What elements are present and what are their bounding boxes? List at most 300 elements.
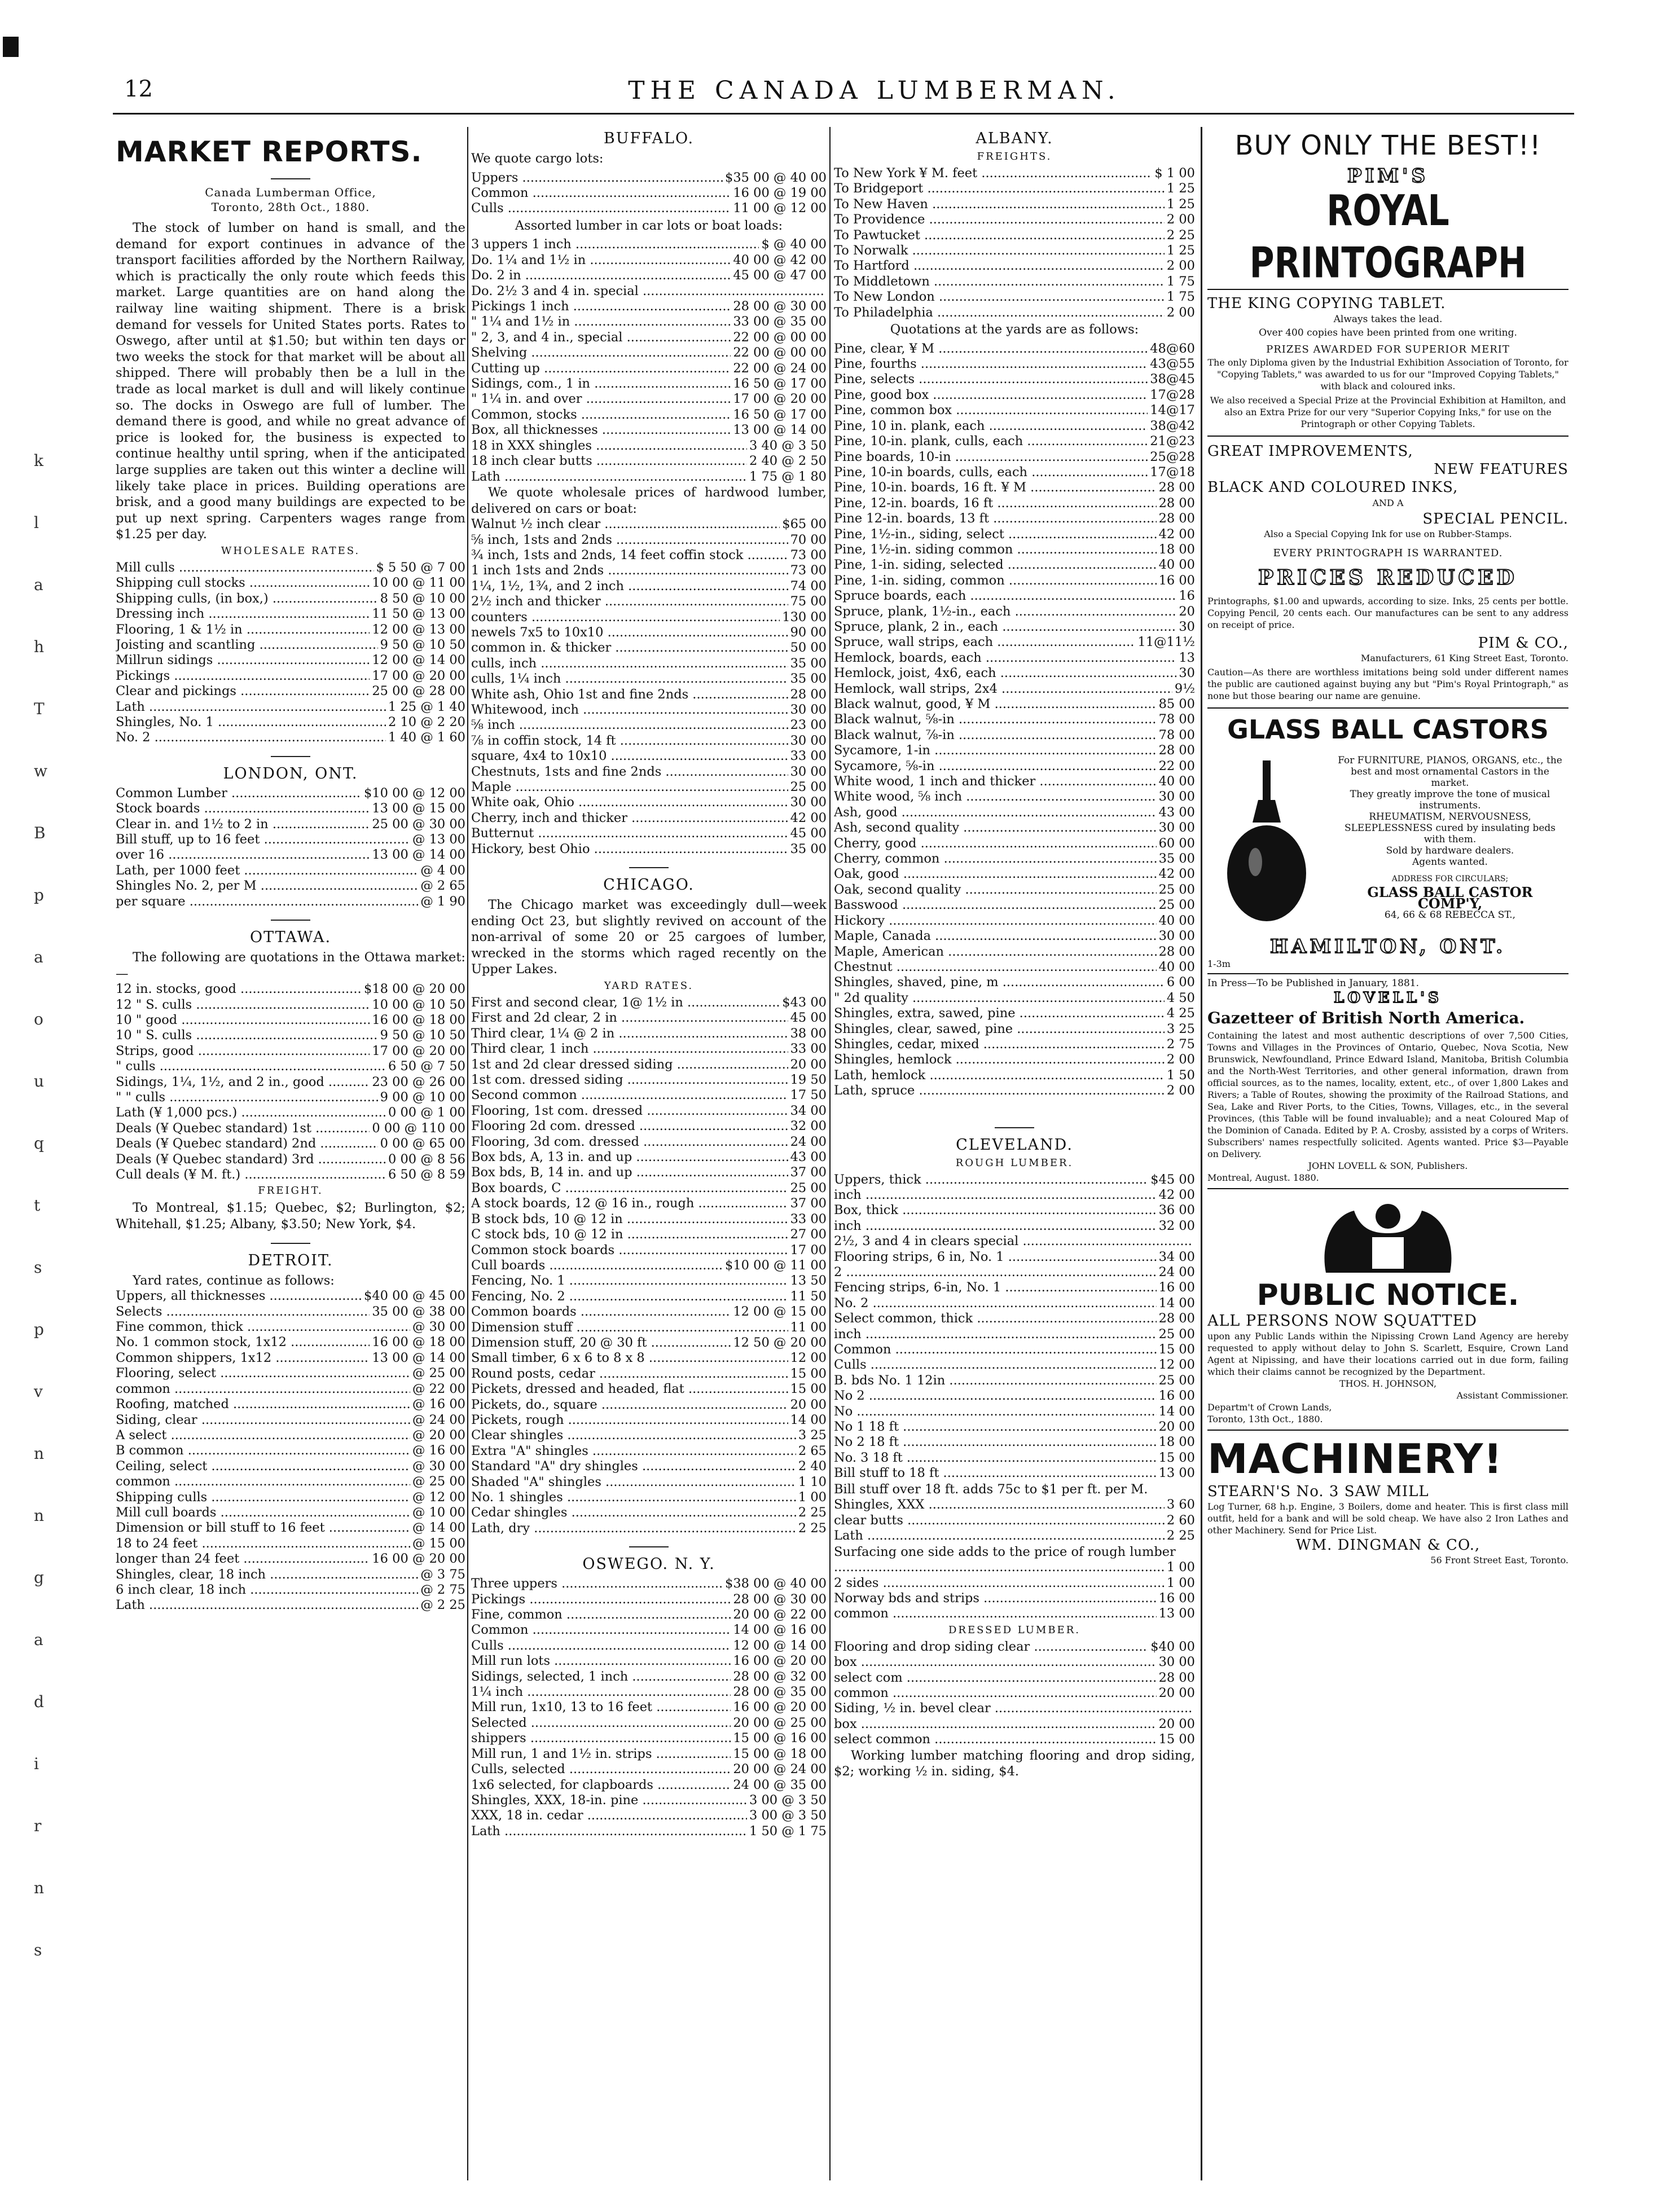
price-row [834,1655,1195,1670]
price-label: Pine, good box ..... [834,388,1148,403]
price-value: $43 00 [782,995,827,1010]
albany-freights-title: FREIGHTS. [977,151,1052,162]
buffalo-title: BUFFALO. [603,130,695,147]
price-row [471,1762,827,1777]
price-label: 1¼ inch ..... [471,1685,731,1700]
price-label: To Pawtucket ..... [834,228,1165,243]
ottawa-table [116,982,465,1182]
price-label: Sidings, selected, 1 inch ..... [471,1669,731,1685]
price-row [834,960,1195,975]
price-value: 1 10 [798,1474,827,1489]
masthead-title: THE CANADA LUMBERMAN. [628,76,1121,105]
price-row [471,702,827,718]
price-value: 6 50 @ 7 50 [388,1059,465,1074]
margin-mark: d [34,1692,44,1711]
price-label: Lath ..... [834,1528,1165,1543]
price-value: 38 00 [790,1026,827,1041]
price-value: 15 00 [1158,1732,1195,1747]
price-value: 45 00 [790,826,827,841]
price-label: Strips, good ..... [116,1044,370,1059]
price-label: 2 sides ..... [834,1576,1165,1591]
price-row [471,625,827,640]
price-row [471,1475,827,1490]
price-row [834,1022,1195,1037]
price-value: 14 00 @ 16 00 [733,1622,827,1638]
price-label: Dimension or bill stuff to 16 feet ..... [116,1520,410,1536]
castor-address-label: ADDRESS FOR CIRCULARS; [1391,874,1509,883]
price-label: Culls, selected ..... [471,1762,731,1777]
price-label: Third clear, 1¼ @ 2 in ..... [471,1026,788,1041]
price-value: 0 00 @ 8 56 [388,1151,465,1167]
price-value: 18 00 [1158,1435,1195,1450]
price-label: common ..... [834,1686,1157,1701]
price-label: Pine, common box ..... [834,403,1148,418]
price-value: 70 00 [790,532,827,547]
price-row [834,913,1195,929]
price-value: 1 25 [1166,243,1195,258]
price-value: 24 00 [790,1134,827,1149]
ad-black-inks: BLACK AND COLOURED INKS, [1207,479,1458,496]
price-value: 17@28 [1150,387,1195,402]
price-row [471,423,827,438]
price-value: 16 [1179,588,1195,604]
price-label: box ..... [834,1717,1157,1732]
price-label: Fine, common ..... [471,1607,731,1622]
price-label: Second common ..... [471,1088,788,1103]
price-label: Flooring, select ..... [116,1366,410,1381]
price-label: Deals (¥ Quebec standard) 3rd ..... [116,1152,386,1167]
price-value: 16 00 @ 20 00 [733,1653,827,1669]
buffalo-assorted-table [471,237,827,485]
price-label: Millrun sidings ..... [116,653,370,668]
price-row [834,1528,1195,1543]
price-row [834,1234,1195,1249]
price-label: To Middletown ..... [834,274,1165,289]
price-row [471,1638,827,1653]
price-label: Black walnut, ⅝-in ..... [834,712,1157,727]
price-label: Walnut ½ inch clear ..... [471,517,780,532]
divider [271,920,310,921]
price-label: Pine boards, 10-in ..... [834,450,1148,465]
price-label: Lath, dry ..... [471,1521,796,1536]
price-row [834,419,1195,434]
price-value: @ 14 00 [412,1520,465,1536]
price-value: @ 2 75 [420,1582,465,1597]
price-row [116,786,465,801]
price-row [834,635,1195,650]
ad-always: Always takes the lead. [1333,314,1443,325]
price-row [116,1459,465,1474]
chicago-title: CHICAGO. [603,876,695,894]
price-row [834,619,1195,635]
price-row [116,997,465,1013]
price-value: @ 15 00 [412,1536,465,1551]
price-label: Pine, 10 in. plank, each ..... [834,419,1148,434]
price-row [834,681,1195,697]
price-value: 11@11½ [1137,635,1195,650]
price-label: Third clear, 1 inch ..... [471,1041,788,1057]
price-value: 25 00 [1158,898,1195,913]
price-label: Shelving ..... [471,345,731,360]
price-value: 2 25 [1166,1528,1195,1543]
cleveland-rough-table [834,1172,1195,1481]
price-value: 12 00 @ 13 00 [372,622,465,637]
price-row [834,604,1195,619]
price-label: Mill run lots ..... [471,1653,731,1669]
detroit-table [116,1288,465,1613]
price-row [834,1357,1195,1373]
price-label: 3 uppers 1 inch ..... [471,237,759,252]
price-label: Sidings, 1¼, 1½, and 2 in., good ..... [116,1075,370,1090]
price-label: No 2 18 ft ..... [834,1435,1157,1450]
castor-line-1: For FURNITURE, PIANOS, ORGANS, etc., the best and most ornamental Castors in the market. [1338,755,1562,789]
price-row [471,1243,827,1258]
price-value: 28 00 [1158,1311,1195,1326]
ad-royal-printograph: ROYAL PRINTOGRAPH [1249,186,1527,288]
price-row [116,1505,465,1520]
price-row [471,1119,827,1134]
price-row [116,1413,465,1428]
price-value: 4 25 [1166,1006,1195,1021]
price-row [116,982,465,997]
ad-stearns-text: Log Turner, 68 h.p. Engine, 3 Boilers, dome and heater. This is first class mill outfit, held for a bank and will be sold cheap. We have also 2 Iron Lathes and other Machinery. Send for Price List. [1207,1501,1568,1536]
price-label: Pine, 1½-in. siding common ..... [834,542,1157,557]
price-row [834,511,1195,526]
price-label: culls, 1¼ inch ..... [471,671,788,687]
ad-dingman-address: 56 Front Street East, Toronto. [1430,1555,1568,1565]
price-label: First and 2d clear, 2 in ..... [471,1010,788,1026]
price-value: $ @ 40 00 [761,237,827,252]
price-value: 1 00 [1166,1560,1195,1575]
price-label: Lath, spruce ..... [834,1083,1165,1098]
price-row [834,1435,1195,1450]
price-label: 2½, 3 and 4 in clears special ..... [834,1234,1193,1249]
price-label: Spruce, plank, 1½-in., each ..... [834,604,1176,619]
price-value: 13 00 @ 15 00 [372,801,465,816]
price-label: White oak, Ohio ..... [471,795,788,810]
price-value: $35 00 @ 40 00 [725,170,827,185]
price-label: per square ..... [116,894,418,909]
price-row [116,1105,465,1120]
royal-crest-icon [1309,1194,1467,1278]
divider [271,1243,310,1244]
price-label: Pickings ..... [116,669,370,684]
buffalo-hardwood-intro: We quote wholesale prices of hardwood lumber, delivered on cars or boat: [471,485,827,516]
page-header [113,76,1636,110]
albany-yard-intro: Quotations at the yards are as follows: [890,322,1139,337]
margin-mark: q [34,1134,44,1153]
price-row [471,1653,827,1669]
price-row [471,1289,827,1304]
price-value: 45 00 @ 47 00 [733,268,827,283]
price-row [834,898,1195,913]
price-row [116,591,465,606]
price-row [471,1351,827,1366]
price-label: Mill culls ..... [116,560,374,575]
price-value: 85 00 [1158,697,1195,711]
price-label: Fine common, thick ..... [116,1320,410,1335]
ad-hamilton: HAMILTON, ONT. [1269,935,1506,958]
price-value: 23 00 @ 26 00 [372,1074,465,1089]
price-row [471,1778,827,1793]
price-row [116,1152,465,1167]
price-value: 43 00 [1158,804,1195,820]
price-row [834,1250,1195,1265]
price-label: Small timber, 6 x 6 to 8 x 8 ..... [471,1351,788,1366]
price-value: 21@23 [1150,434,1195,449]
ad-in-press: In Press—To be Published in January, 1881. [1207,978,1420,989]
price-row [471,1088,827,1103]
price-row [471,579,827,594]
price-row [834,527,1195,542]
price-row [834,1083,1195,1098]
price-value: @ 3 75 [420,1567,465,1582]
price-value: $ 1 00 [1154,166,1195,181]
margin-mark: g [34,1568,44,1587]
price-row [471,1793,827,1808]
price-row [834,1172,1195,1188]
price-row [834,851,1195,867]
price-value: 12 00 @ 15 00 [733,1304,827,1320]
price-label: A stock boards, 12 @ 16 in., rough ..... [471,1196,788,1211]
price-row [471,517,827,532]
price-row [116,817,465,832]
price-row [471,842,827,857]
price-value: 35 00 [790,656,827,671]
price-value: 2 25 [1166,227,1195,243]
price-value: 20 00 [1158,1419,1195,1435]
price-label: shippers ..... [471,1731,731,1746]
margin-mark: p [34,886,44,904]
price-label: inch ..... [834,1188,1157,1203]
margin-mark: a [34,1630,43,1649]
price-row [116,1598,465,1613]
price-label: Common ..... [834,1342,1157,1357]
header-rule [113,113,1574,115]
price-value: 14@17 [1150,403,1195,418]
cleveland-shingles-table [834,1497,1195,1543]
price-value: 6 00 [1166,975,1195,990]
ad-great-improvements: GREAT IMPROVEMENTS, [1207,443,1413,460]
price-row [471,376,827,392]
price-label: Shingles, cedar, mixed ..... [834,1037,1165,1052]
margin-mark: l [34,513,39,532]
ad-pim-co: PIM & CO., [1478,635,1568,652]
price-label: Stock boards ..... [116,801,370,816]
price-label: Pickets, dressed and headed, flat ..... [471,1382,788,1397]
price-label: Maple, American ..... [834,944,1157,960]
price-label: Whitewood, inch ..... [471,702,788,718]
price-row [471,995,827,1010]
price-value: 1 25 [1166,196,1195,212]
price-row [116,1075,465,1090]
price-row [834,1497,1195,1512]
ad-public-notice: PUBLIC NOTICE. [1256,1278,1519,1312]
margin-mark: o [34,1010,43,1028]
price-row [116,1059,465,1074]
price-label: Norway bds and strips ..... [834,1591,1157,1606]
price-label: Culls ..... [471,1638,731,1653]
price-label: Fencing, No. 2 ..... [471,1289,788,1304]
ad-lovells: LOVELL'S [1334,990,1442,1006]
price-row [834,1450,1195,1466]
price-value: 2 00 [1166,305,1195,320]
ad-pim-address: Manufacturers, 61 King Street East, Toronto. [1360,653,1568,663]
price-value: 74 00 [790,578,827,593]
price-label: B common ..... [116,1443,410,1458]
price-row [834,650,1195,666]
price-value: $10 00 @ 11 00 [725,1257,827,1273]
price-row [116,1167,465,1182]
price-value: 14 00 [1158,1404,1195,1419]
price-row [834,1327,1195,1342]
price-value: 16 00 [1158,1280,1195,1295]
price-value: 10 00 @ 11 00 [372,575,465,591]
price-row [834,496,1195,511]
cleveland-rough-title: ROUGH LUMBER. [955,1156,1074,1169]
price-row [834,388,1195,403]
ad-1-3m: 1-3m [1207,958,1231,969]
price-row [471,253,827,268]
price-value: 35 00 [790,671,827,687]
price-row [116,1582,465,1598]
price-value: 2 10 @ 2 20 [388,714,465,729]
detroit-intro: Yard rates, continue as follows: [133,1273,335,1288]
price-row [834,789,1195,804]
price-value: 28 00 @ 30 00 [733,299,827,314]
price-value: 48@60 [1150,341,1195,356]
price-row [116,1474,465,1489]
castor-illustration-icon [1224,760,1309,924]
price-value: 12 00 [790,1351,827,1366]
london-title: LONDON, ONT. [223,764,358,782]
price-value: 16 00 @ 20 00 [372,1551,465,1567]
cleveland-dressed-title: DRESSED LUMBER. [948,1624,1080,1636]
price-value: 73 00 [790,547,827,562]
price-value: 28 00 [1158,1670,1195,1685]
price-row [834,289,1195,305]
price-label: box ..... [834,1655,1157,1670]
price-label: To New London ..... [834,289,1165,305]
ad-special-prize: We also received a Special Prize at the Provincial Exhibition at Hamilton, and also an Extra Prize for our very "Superior Copying Inks," for use on the Printograph or other Copying Tablets. [1210,395,1566,429]
price-row [834,274,1195,289]
price-row [116,832,465,847]
price-row [471,268,827,283]
price-row [471,407,827,423]
oswego-table [471,1576,827,1839]
price-value: 28 00 @ 35 00 [733,1685,827,1700]
price-row [834,1560,1195,1575]
price-row [471,548,827,563]
price-value: @ 30 00 [412,1320,465,1335]
price-label: Common shippers, 1x12 ..... [116,1351,370,1366]
price-value: 40 00 [1158,557,1195,573]
price-row [834,1466,1195,1481]
price-label: Cherry, inch and thicker ..... [471,811,788,826]
price-row [116,894,465,909]
price-row [471,1622,827,1638]
price-row [834,759,1195,774]
price-value: 20 00 @ 25 00 [733,1715,827,1730]
price-row [116,730,465,745]
price-label: Fencing strips, 6-in, No. 1 ..... [834,1280,1157,1295]
price-value: 15 00 [1158,1342,1195,1357]
price-label: Shaded "A" shingles ..... [471,1475,796,1490]
price-value: 50 00 [790,640,827,656]
price-value: 15 00 [790,1366,827,1381]
price-value: 20 00 [790,1397,827,1412]
price-value: 11 50 @ 13 00 [372,606,465,622]
price-label: Do. 2 in ..... [471,268,731,283]
price-row [471,392,827,407]
price-label: 2½ inch and thicker ..... [471,594,788,609]
ad-rule [1207,436,1568,437]
freight-title: FREIGHT. [258,1185,323,1197]
price-row [834,588,1195,604]
price-row [834,212,1195,227]
price-row [471,1304,827,1320]
price-value: 17 00 @ 20 00 [372,1043,465,1058]
price-label: ⅝ inch, 1sts and 2nds ..... [471,533,788,548]
price-value: 11 00 @ 12 00 [733,201,827,216]
price-label: 1st and 2d clear dressed siding ..... [471,1057,788,1072]
price-row [471,237,827,252]
price-label: Siding, clear ..... [116,1413,410,1428]
price-label: Oak, second quality ..... [834,882,1157,898]
castor-line-5: Agents wanted. [1412,856,1488,868]
price-row [116,1520,465,1536]
price-value: 13 50 [790,1273,827,1288]
price-value: @ 25 00 [412,1366,465,1381]
price-value: 2 25 [798,1520,827,1536]
buffalo-cargo-table [471,170,827,217]
price-label: Do. 1¼ and 1½ in ..... [471,253,731,268]
ad-johnson: THOS. H. JOHNSON, [1339,1378,1437,1389]
price-value: 8 50 @ 10 00 [380,591,465,606]
price-value: 15 00 [1158,1450,1195,1465]
price-row [471,314,827,329]
price-value: 60 00 [1158,835,1195,851]
price-value: $18 00 @ 20 00 [364,982,465,997]
price-label: No 1 18 ft ..... [834,1419,1157,1435]
price-value: 3 25 [1166,1021,1195,1036]
price-row [471,1258,827,1273]
castor-ad-block [1207,749,1568,935]
ad-and-a: AND A [1372,498,1404,508]
price-row [116,1351,465,1366]
price-value: @ 13 00 [412,832,465,847]
price-label: Shingles, XXX ..... [834,1497,1165,1512]
price-value: 32 00 [790,1119,827,1134]
price-row [116,1366,465,1381]
price-value: 2 40 @ 2 50 [749,454,827,469]
price-label: B. bds No. 1 12in ..... [834,1373,1157,1388]
price-row [471,1134,827,1150]
price-label: Bill stuff to 18 ft ..... [834,1466,1157,1481]
albany-yards-table [834,341,1195,1099]
price-row [116,575,465,591]
price-value: 24 00 @ 35 00 [733,1777,827,1792]
price-label: inch ..... [834,1219,1157,1234]
price-row [116,1304,465,1320]
price-label: XXX, 18 in. cedar ..... [471,1808,747,1823]
price-row [471,687,827,702]
price-value: 0 00 @ 65 00 [380,1136,465,1151]
ad-lovell-signature: JOHN LOVELL & SON, Publishers. [1308,1160,1468,1171]
price-row [834,1419,1195,1435]
price-row [471,1366,827,1382]
ad-price-text: Printographs, $1.00 and upwards, according to size. Inks, 25 cents per bottle. Copying Pencil, 20 cents each. Our manufactures can be sent to any address on receipt of price. [1207,596,1568,630]
